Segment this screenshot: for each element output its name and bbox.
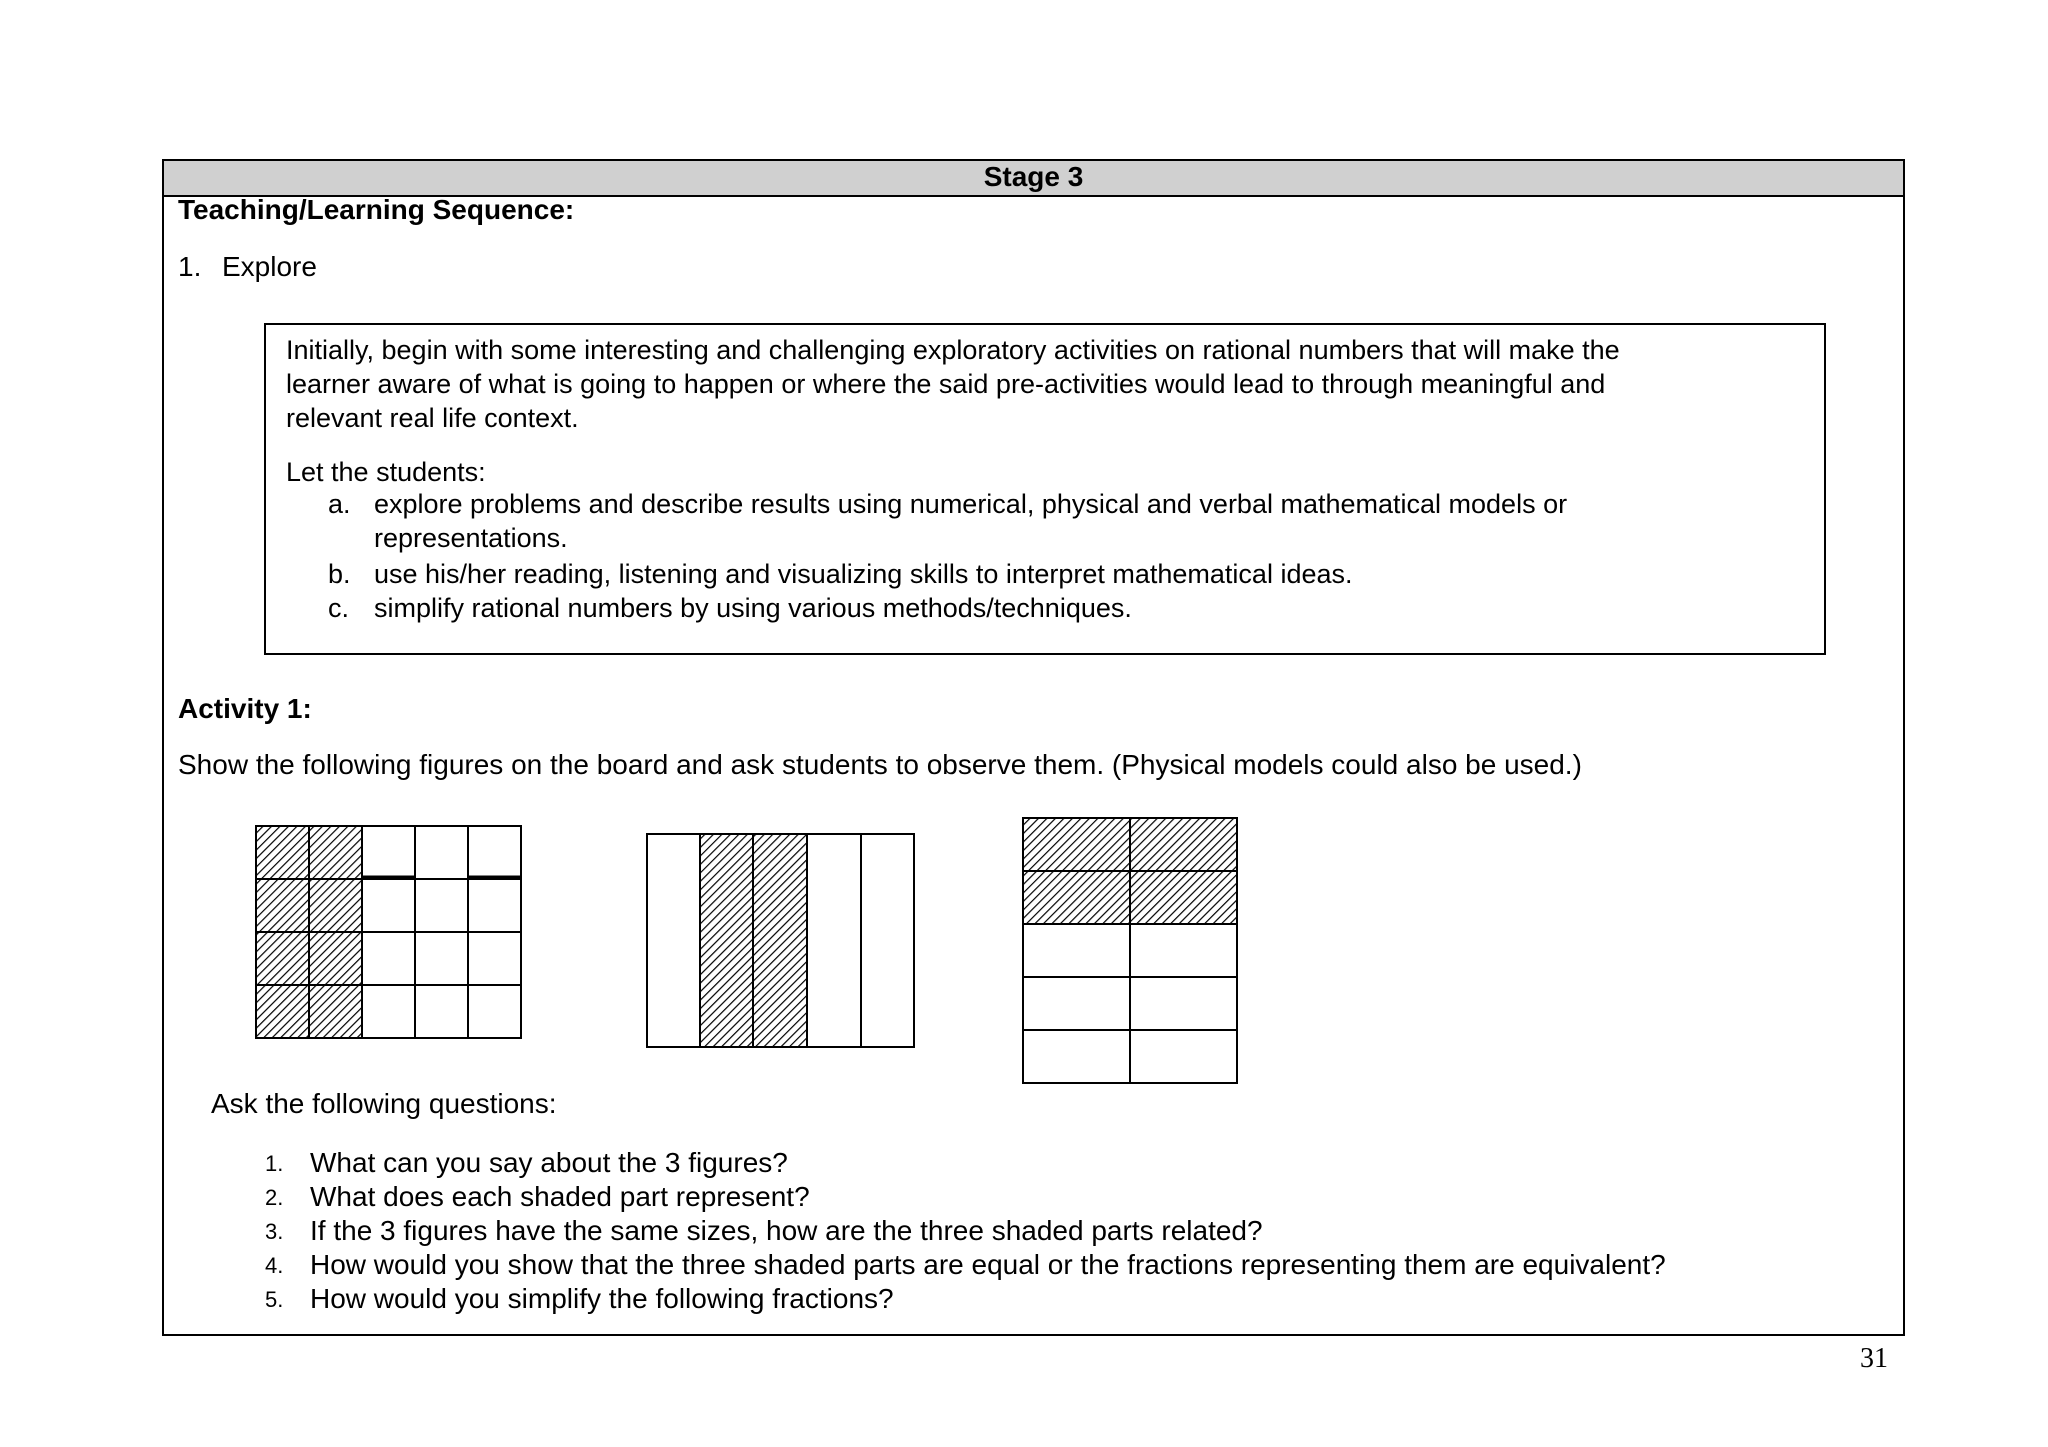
stage-title: Stage 3 xyxy=(164,161,1903,197)
activity-heading: Activity 1: xyxy=(178,693,312,724)
explore-paragraph-line: Initially, begin with some interesting and challenging exploratory activities on rational numbers that will make the xyxy=(286,335,1620,365)
question-number: 3. xyxy=(265,1219,284,1244)
list-item: simplify rational numbers by using various methods/techniques. xyxy=(374,593,1132,623)
explore-box xyxy=(264,323,1826,655)
step-number: 1. xyxy=(178,251,202,282)
page-number: 31 xyxy=(1860,1343,1888,1374)
list-marker: c. xyxy=(328,593,350,623)
question-text: What does each shaded part represent? xyxy=(310,1181,810,1212)
section-heading: Teaching/Learning Sequence: xyxy=(178,194,575,225)
question-text: What can you say about the 3 figures? xyxy=(310,1147,788,1178)
list-item: use his/her reading, listening and visualizing skills to interpret mathematical ideas. xyxy=(374,559,1353,589)
list-marker: b. xyxy=(328,559,351,589)
explore-paragraph-line: learner aware of what is going to happen or where the said pre-activities would lead to through meaningful and xyxy=(286,369,1606,399)
explore-paragraph-line: relevant real life context. xyxy=(286,403,579,433)
question-text: How would you show that the three shaded parts are equal or the fractions representing them are equivalent? xyxy=(310,1249,1666,1280)
question-number: 4. xyxy=(265,1253,284,1278)
list-marker: a. xyxy=(328,489,351,519)
let-students-label: Let the students: xyxy=(286,457,486,487)
activity-instruction: Show the following figures on the board and ask students to observe them. (Physical models could also be used.) xyxy=(178,749,1582,780)
question-number: 5. xyxy=(265,1287,284,1312)
figure-strips-5 xyxy=(646,833,916,1049)
step-label: Explore xyxy=(222,251,317,282)
ask-label: Ask the following questions: xyxy=(211,1088,557,1119)
question-number: 1. xyxy=(265,1151,284,1176)
question-text: If the 3 figures have the same sizes, how are the three shaded parts related? xyxy=(310,1215,1263,1246)
list-item: representations. xyxy=(374,523,568,553)
list-item: explore problems and describe results using numerical, physical and verbal mathematical models or xyxy=(374,489,1568,519)
question-text: How would you simplify the following fractions? xyxy=(310,1283,894,1314)
question-number: 2. xyxy=(265,1185,284,1210)
figure-grid-5x4 xyxy=(255,825,525,1040)
figure-grid-2x5 xyxy=(1022,817,1242,1087)
